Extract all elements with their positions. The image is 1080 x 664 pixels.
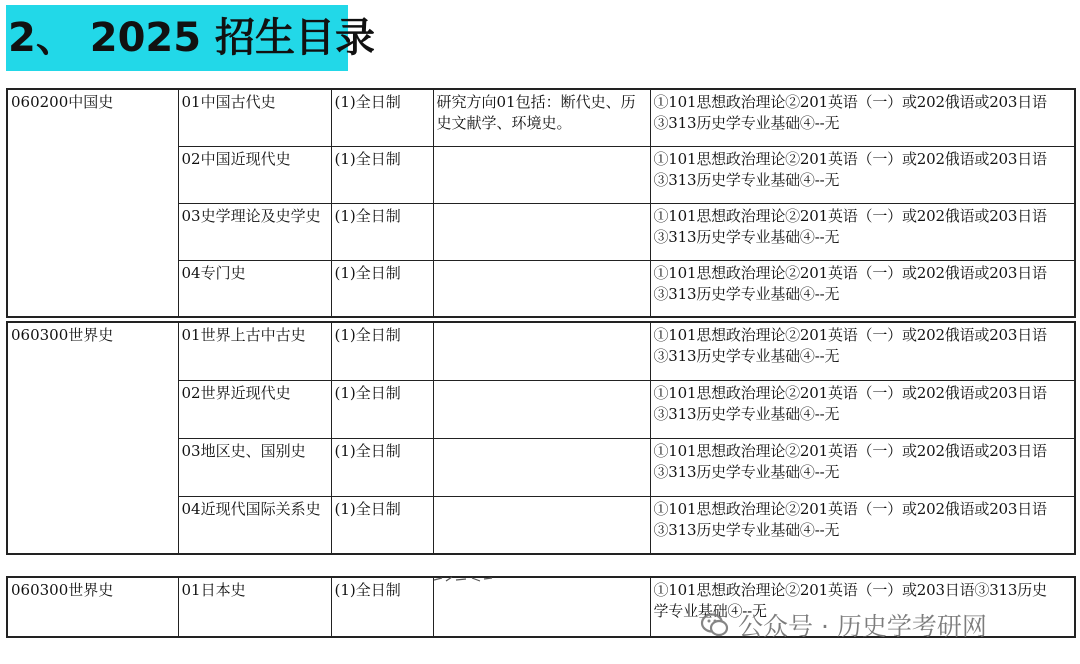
note-cell xyxy=(433,146,650,203)
study-mode-cell: (1)全日制 xyxy=(331,322,433,380)
note-cell xyxy=(433,203,650,260)
exam-line: ①101思想政治理论②201英语（一）或202俄语或203日语 xyxy=(653,263,1047,282)
note-cell xyxy=(433,577,650,637)
exam-line: ③313历史学专业基础④--无 xyxy=(653,284,840,303)
exam-line: ①101思想政治理论②201英语（一）或202俄语或203日语 xyxy=(653,149,1047,168)
exam-line: ①101思想政治理论②201英语（一）或202俄语或203日语 xyxy=(653,441,1047,460)
study-mode-cell: (1)全日制 xyxy=(331,203,433,260)
major-cell: 060200中国史 xyxy=(7,89,178,317)
table-row xyxy=(7,322,1075,380)
catalog-table-china-history xyxy=(6,88,1076,318)
page-title: 2、 2025 招生目录 xyxy=(6,5,348,71)
exam-line: 学专业基础④--无 xyxy=(653,602,767,620)
exam-subjects-cell xyxy=(650,438,1075,496)
watermark xyxy=(700,608,987,642)
direction-cell: 01日本史 xyxy=(178,577,331,637)
study-mode-cell: (1)全日制 xyxy=(331,496,433,554)
note-cell xyxy=(433,438,650,496)
direction-cell: 02中国近现代史 xyxy=(178,146,331,203)
study-mode-cell: (1)全日制 xyxy=(331,380,433,438)
study-mode-cell: (1)全日制 xyxy=(331,260,433,317)
study-mode-cell: (1)全日制 xyxy=(331,146,433,203)
wechat-logo-icon xyxy=(700,610,730,640)
exam-subjects-cell xyxy=(650,380,1075,438)
direction-cell: 01中国古代史 xyxy=(178,89,331,146)
direction-cell: 01世界上古中古史 xyxy=(178,322,331,380)
exam-line: ①101思想政治理论②201英语（一）或203日语③313历史 xyxy=(653,581,1047,599)
exam-line: ③313历史学专业基础④--无 xyxy=(653,347,840,365)
direction-cell: 02世界近现代史 xyxy=(178,380,331,438)
note-cell xyxy=(433,496,650,554)
direction-cell: 03地区史、国别史 xyxy=(178,438,331,496)
study-mode-cell: (1)全日制 xyxy=(331,438,433,496)
exam-line: ①101思想政治理论②201英语（一）或202俄语或203日语 xyxy=(653,326,1047,344)
exam-subjects-cell xyxy=(650,496,1075,554)
note-cell xyxy=(433,260,650,317)
exam-subjects-cell xyxy=(650,322,1075,380)
exam-subjects-cell xyxy=(650,146,1075,203)
table-row xyxy=(7,89,1075,146)
exam-line: ①101思想政治理论②201英语（一）或202俄语或203日语 xyxy=(653,499,1047,518)
exam-line: ③313历史学专业基础④--无 xyxy=(653,462,840,481)
direction-cell: 04专门史 xyxy=(178,260,331,317)
exam-line: ③313历史学专业基础④--无 xyxy=(653,404,840,423)
cut-off-text-fragment xyxy=(432,574,522,584)
exam-line: ①101思想政治理论②201英语（一）或202俄语或203日语 xyxy=(653,206,1047,225)
note-cell xyxy=(433,322,650,380)
exam-line: ③313历史学专业基础④--无 xyxy=(653,227,840,246)
exam-subjects-cell xyxy=(650,260,1075,317)
exam-line: ③313历史学专业基础④--无 xyxy=(653,170,840,189)
catalog-table-world-history xyxy=(6,321,1076,555)
exam-line: ①101思想政治理论②201英语（一）或202俄语或203日语 xyxy=(653,383,1047,402)
direction-cell: 04近现代国际关系史 xyxy=(178,496,331,554)
note-cell xyxy=(433,380,650,438)
study-mode-cell: (1)全日制 xyxy=(331,89,433,146)
exam-line: ①101思想政治理论②201英语（一）或202俄语或203日语 xyxy=(653,93,1047,111)
exam-subjects-cell xyxy=(650,89,1075,146)
major-cell: 060300世界史 xyxy=(7,577,178,637)
direction-cell: 03史学理论及史学史 xyxy=(178,203,331,260)
major-cell: 060300世界史 xyxy=(7,322,178,554)
exam-line: ③313历史学专业基础④--无 xyxy=(653,114,840,132)
exam-line: ③313历史学专业基础④--无 xyxy=(653,520,840,539)
watermark-text: 公众号 · 历史学考研网 xyxy=(738,612,987,641)
study-mode-cell: (1)全日制 xyxy=(331,577,433,637)
note-cell: 研究方向01包括：断代史、历史文献学、环境史。 xyxy=(433,89,650,146)
exam-subjects-cell xyxy=(650,203,1075,260)
